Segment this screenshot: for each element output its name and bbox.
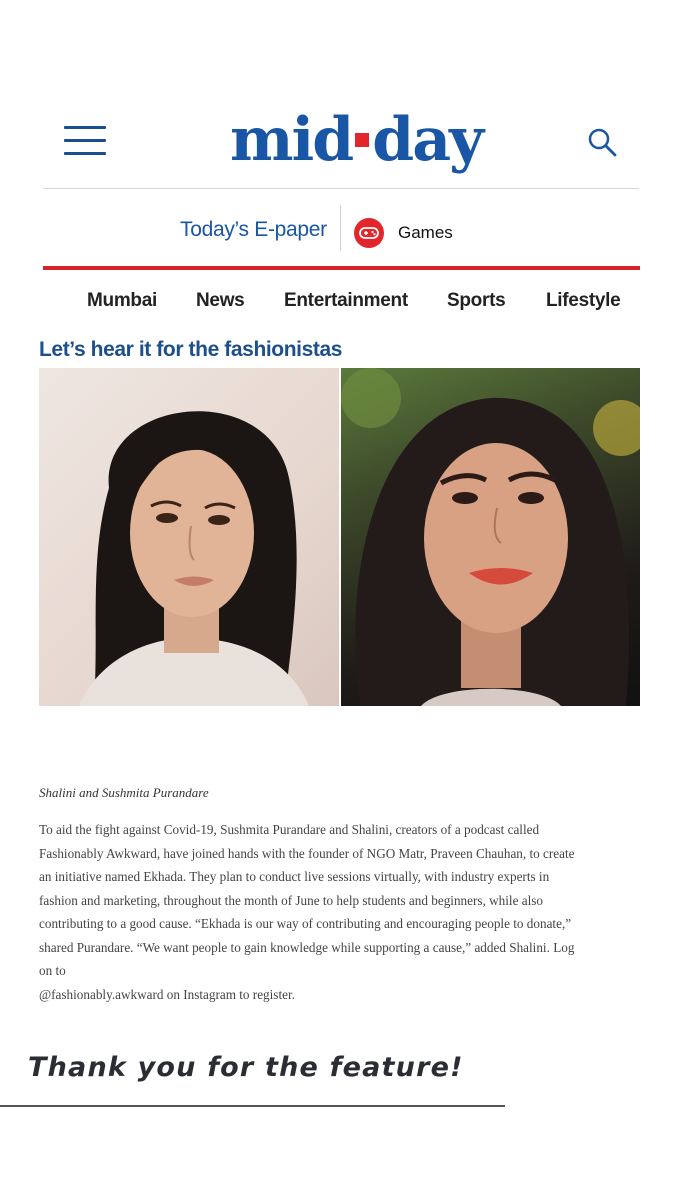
hamburger-line — [64, 139, 106, 142]
article-line: on to — [39, 963, 66, 978]
nav-item-sports[interactable]: Sports — [447, 290, 506, 311]
thanks-underline — [0, 1105, 505, 1107]
article-line: an initiative named Ekhada. They plan to conduct live sessions virtually, with industry experts in — [39, 869, 550, 884]
article-line: fashion and marketing, throughout the month of June to help students and beginners, while also — [39, 892, 543, 908]
site-logo[interactable] — [196, 100, 516, 180]
article-title: Let’s hear it for the fashionistas — [39, 338, 343, 361]
nav-item-news[interactable]: News — [196, 290, 245, 311]
article-line: contributing to a good cause. “Ekhada is our way of contributing and encouraging people to donate,” — [39, 916, 572, 931]
logo-dot — [355, 133, 369, 147]
search-icon — [586, 126, 618, 158]
header-divider — [43, 188, 639, 189]
epaper-link[interactable]: Today’s E-paper — [180, 218, 327, 241]
nav-red-divider — [43, 266, 640, 270]
thanks-caption: Thank you for the feature! — [28, 1052, 464, 1083]
gamepad-icon — [354, 218, 384, 248]
hamburger-line — [64, 152, 106, 155]
nav-item-entertainment[interactable]: Entertainment — [284, 290, 408, 311]
article-line: Fashionably Awkward, have joined hands with the founder of NGO Matr, Praveen Chauhan, to create — [39, 845, 575, 861]
games-link[interactable] — [354, 217, 453, 249]
nav-item-mumbai[interactable]: Mumbai — [87, 290, 157, 311]
article-photo-left — [39, 368, 339, 706]
hamburger-menu-icon — [64, 126, 106, 129]
article-line: To aid the fight against Covid-19, Sushmita Purandare and Shalini, creators of a podcast called — [39, 822, 540, 837]
main-nav — [0, 290, 675, 320]
article-line: shared Purandare. “We want people to gain knowledge while supporting a cause,” added Shalini. Log — [39, 939, 575, 955]
search-button[interactable] — [586, 126, 618, 158]
nav-item-lifestyle[interactable]: Lifestyle — [546, 290, 621, 311]
hamburger-menu-button[interactable] — [64, 124, 106, 158]
logo-text-mid: mid — [230, 105, 353, 175]
article-line: @fashionably.awkward on Instagram to register. — [39, 986, 295, 1002]
logo-text-day: day — [372, 105, 482, 175]
article-photo-right — [341, 368, 640, 706]
subheader-divider — [340, 205, 341, 251]
games-label: Games — [398, 223, 453, 242]
article-body — [39, 818, 639, 1006]
photo-caption: Shalini and Sushmita Purandare — [39, 785, 209, 800]
